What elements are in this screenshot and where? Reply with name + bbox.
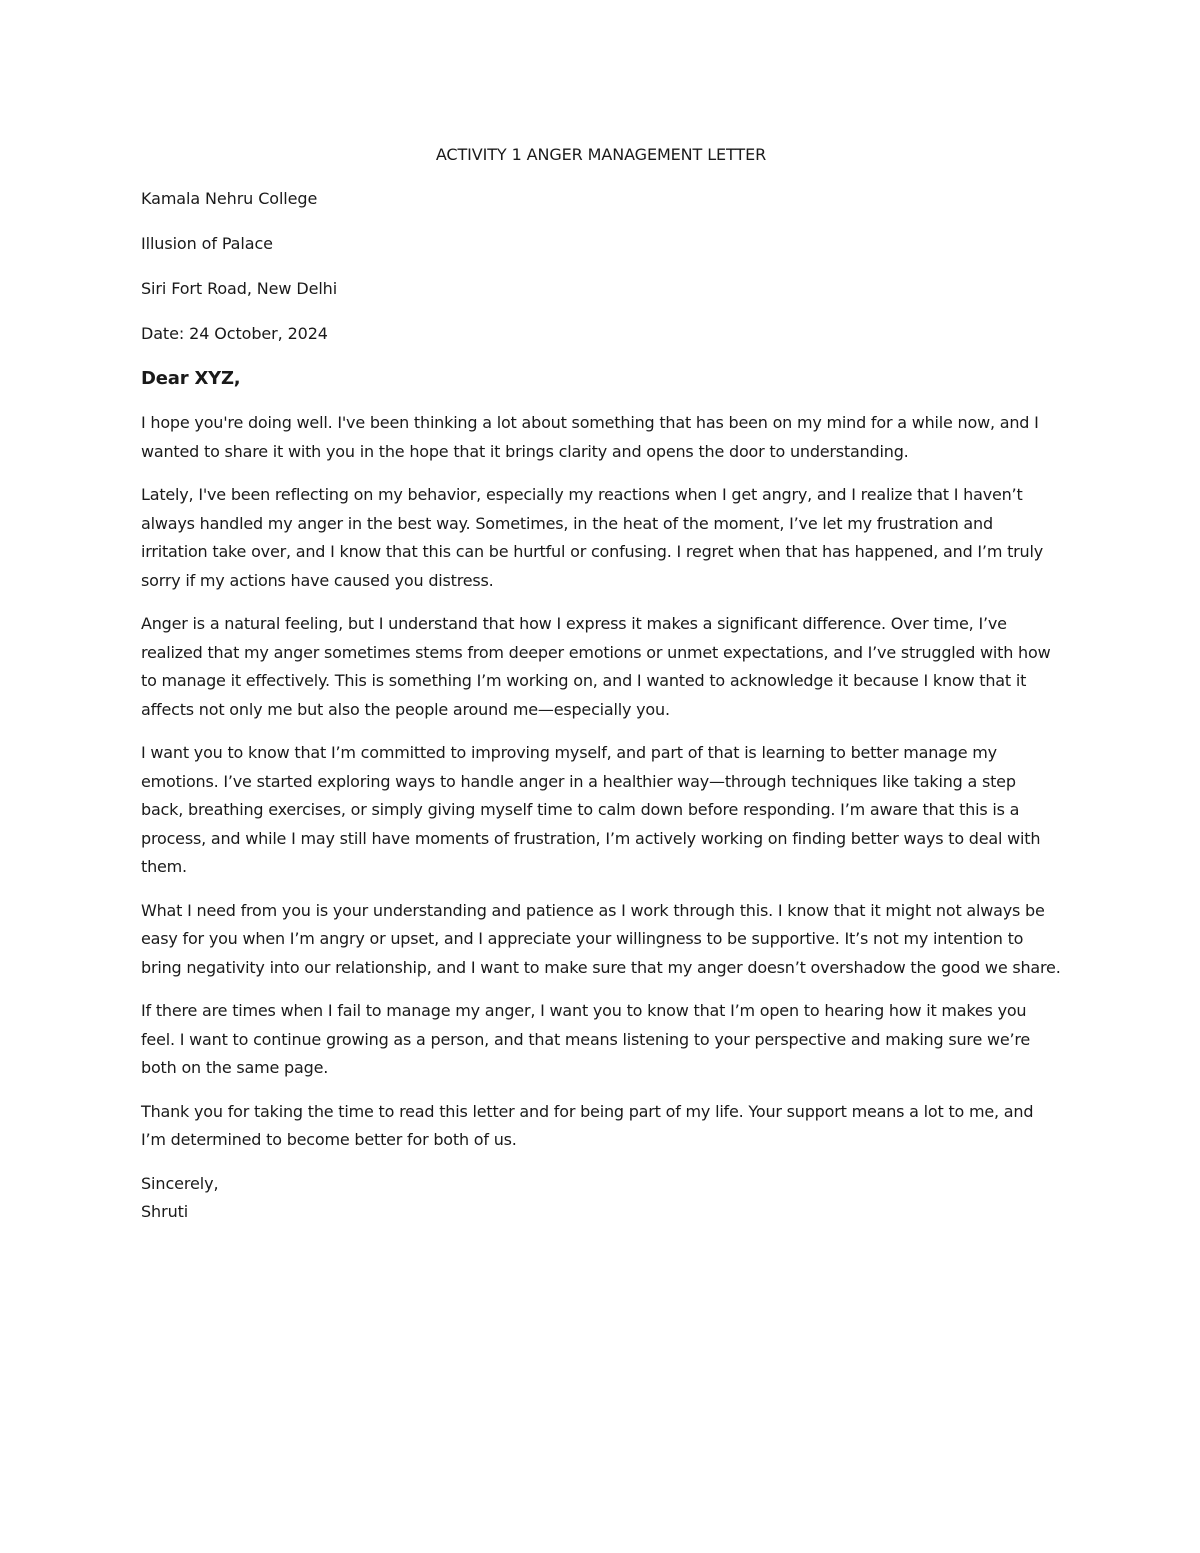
letter-date: Date: 24 October, 2024 <box>141 324 328 343</box>
paragraph-thanks: Thank you for taking the time to read this letter and for being part of my life. Your support means a lot to me, and I’m determined to become better for both of us. <box>141 1101 1034 1149</box>
document-title: ACTIVITY 1 ANGER MANAGEMENT LETTER <box>435 145 767 164</box>
paragraph-request: What I need from you is your understanding and patience as I work through this. I know that it might not always be easy for you when I’m angry or upset, and I appreciate your willingness to be supportive. It’s not my intention to bring negativity into our relationship, and I want to make sure that my anger doesn’t overshadow the good we share. <box>141 900 1061 977</box>
paragraph-reflection: Lately, I've been reflecting on my behavior, especially my reactions when I get angry, and I realize that I haven’t always handled my anger in the best way. Sometimes, in the heat of the moment, I’ve let my frustration and irritation take over, and I know that this can be hurtful or confusing. I regret when that has happened, and I’m truly sorry if my actions have caused you distress. <box>141 485 1043 590</box>
paragraph-intro: I hope you're doing well. I've been thinking a lot about something that has been on my mind for a while now, and I wanted to share it with you in the hope that it brings clarity and opens the door to understanding. <box>141 413 1039 461</box>
address-line-building: Illusion of Palace <box>141 234 273 253</box>
paragraph-openness: If there are times when I fail to manage my anger, I want you to know that I’m open to hearing how it makes you feel. I want to continue growing as a person, and that means listening to your perspective and making sure we’re both on the same page. <box>141 1001 1031 1077</box>
closing: Sincerely, <box>141 1173 219 1193</box>
signature: Shruti <box>141 1201 189 1221</box>
address-line-street: Siri Fort Road, New Delhi <box>141 279 338 298</box>
paragraph-commitment: I want you to know that I’m committed to improving myself, and part of that is learning to better manage my emotions. I’ve started exploring ways to handle anger in a healthier way—through techniques like taking a step back, breathing exercises, or simply giving myself time to calm down before responding. I’m aware that this is a process, and while I may still have moments of frustration, I’m actively working on finding better ways to deal with them. <box>141 743 1041 876</box>
address-line-college: Kamala Nehru College <box>141 189 318 208</box>
paragraph-anger-nature: Anger is a natural feeling, but I understand that how I express it makes a significant difference. Over time, I’ve realized that my anger sometimes stems from deeper emotions or unmet expectations, and I’ve struggled with how to manage it effectively. This is something I’m working on, and I wanted to acknowledge it because I know that it affects not only me but also the people around me—especially you. <box>141 614 1051 719</box>
salutation: Dear XYZ, <box>141 368 241 389</box>
letter-body <box>141 143 1061 1226</box>
